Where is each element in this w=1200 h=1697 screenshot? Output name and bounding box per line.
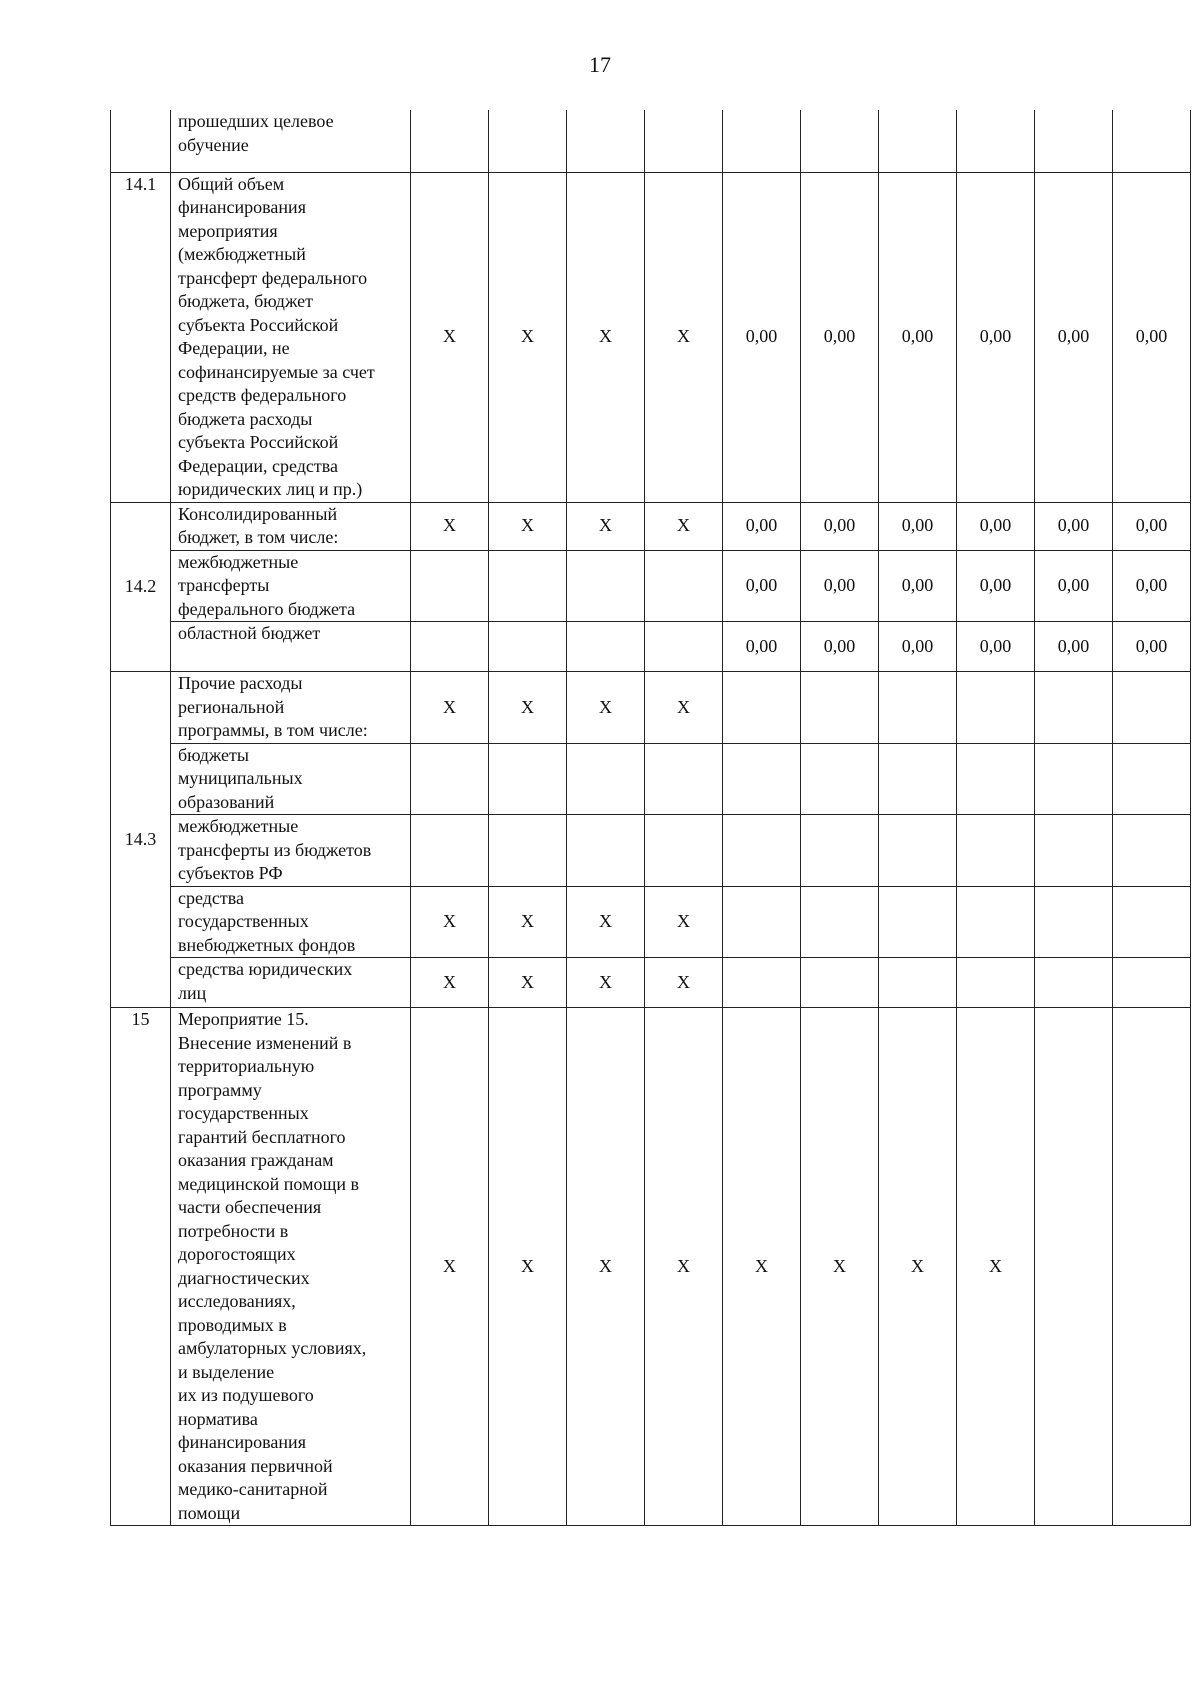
description-line: бюджета, бюджет	[178, 291, 314, 311]
value-cell: 0,00	[1035, 502, 1113, 550]
description-line: медико-санитарной	[178, 1479, 328, 1499]
value-cell: Х	[411, 172, 489, 502]
value-cell: Х	[567, 1008, 645, 1526]
value-cell	[1035, 886, 1113, 958]
value-cell	[1035, 743, 1113, 815]
page-number: 17	[589, 52, 611, 77]
value-cell	[801, 815, 879, 887]
value-cell	[1113, 672, 1191, 744]
description-line: муниципальных	[178, 768, 303, 788]
value-cell	[957, 815, 1035, 887]
value-cell: Х	[957, 1008, 1035, 1526]
description-line: и выделение	[178, 1361, 275, 1382]
table-row	[111, 172, 1191, 502]
value-cell	[567, 110, 645, 172]
value-cell: Х	[567, 886, 645, 958]
description-line: прошедших целевое	[178, 111, 334, 131]
value-cell: Х	[645, 1008, 723, 1526]
description-line: мероприятия	[178, 220, 278, 241]
value-cell	[1113, 743, 1191, 815]
description-line: помощи	[178, 1502, 241, 1523]
value-cell	[1035, 1008, 1113, 1526]
value-cell: Х	[645, 172, 723, 502]
value-cell	[567, 743, 645, 815]
value-cell	[567, 550, 645, 622]
description-line: исследованиях,	[178, 1291, 296, 1311]
value-cell	[489, 815, 567, 887]
value-cell	[411, 815, 489, 887]
value-cell: Х	[411, 502, 489, 550]
description-line: субъекта Российской	[178, 432, 339, 452]
description-line: трансферты	[178, 575, 270, 595]
value-cell	[645, 110, 723, 172]
value-cell: 0,00	[879, 172, 957, 502]
table-row	[111, 622, 1191, 672]
value-cell: Х	[489, 1008, 567, 1526]
description-line: их из подушевого	[178, 1385, 314, 1405]
row-description	[171, 886, 411, 958]
value-cell: Х	[567, 172, 645, 502]
description-line: Консолидированный	[178, 503, 338, 524]
description-line: бюджет, в том числе:	[178, 527, 339, 547]
description-line: субъектов РФ	[178, 863, 283, 883]
table-row	[111, 1008, 1191, 1526]
value-cell	[957, 672, 1035, 744]
value-cell	[879, 110, 957, 172]
table-row	[111, 550, 1191, 622]
row-description	[171, 622, 411, 672]
row-description	[171, 550, 411, 622]
description-line: гарантий бесплатного	[178, 1126, 346, 1147]
table-row	[111, 502, 1191, 550]
value-cell: Х	[801, 1008, 879, 1526]
value-cell	[1113, 815, 1191, 887]
description-line: лиц	[178, 982, 207, 1003]
value-cell: 0,00	[723, 550, 801, 622]
description-line: проводимых в	[178, 1314, 287, 1335]
value-cell	[723, 743, 801, 815]
value-cell	[1035, 672, 1113, 744]
value-cell	[489, 110, 567, 172]
description-line: диагностических	[178, 1267, 310, 1288]
value-cell	[645, 550, 723, 622]
value-cell	[879, 958, 957, 1008]
value-cell: 0,00	[1035, 172, 1113, 502]
description-line: Федерации, не	[178, 338, 290, 358]
value-cell	[1035, 815, 1113, 887]
value-cell	[489, 550, 567, 622]
value-cell	[645, 622, 723, 672]
value-cell: 0,00	[723, 622, 801, 672]
description-line: юридических лиц и пр.)	[178, 479, 363, 499]
value-cell: Х	[411, 958, 489, 1008]
value-cell	[723, 886, 801, 958]
description-line: обучение	[178, 134, 249, 155]
value-cell	[957, 110, 1035, 172]
description-line: Мероприятие 15.	[178, 1009, 309, 1029]
table-row	[111, 743, 1191, 815]
value-cell: Х	[645, 502, 723, 550]
description-line: межбюджетные	[178, 551, 299, 572]
value-cell	[957, 743, 1035, 815]
value-cell	[801, 743, 879, 815]
value-cell	[489, 743, 567, 815]
value-cell: 0,00	[1113, 502, 1191, 550]
description-line: (межбюджетный	[178, 244, 306, 264]
description-line: средств федерального	[178, 385, 347, 405]
value-cell	[1035, 958, 1113, 1008]
row-description	[171, 172, 411, 502]
row-number: 14.1	[111, 172, 171, 502]
table-row	[111, 815, 1191, 887]
description-line: региональной	[178, 696, 285, 717]
value-cell: 0,00	[801, 550, 879, 622]
value-cell	[645, 815, 723, 887]
description-line: областной бюджет	[178, 623, 321, 643]
value-cell: Х	[567, 502, 645, 550]
value-cell	[957, 958, 1035, 1008]
row-number	[111, 110, 171, 172]
value-cell: 0,00	[801, 622, 879, 672]
row-description	[171, 672, 411, 744]
value-cell: Х	[567, 958, 645, 1008]
value-cell	[801, 672, 879, 744]
value-cell: 0,00	[957, 502, 1035, 550]
description-line: амбулаторных условиях,	[178, 1338, 367, 1358]
row-description	[171, 1008, 411, 1526]
description-line: трансферт федерального	[178, 267, 368, 288]
value-cell: Х	[489, 886, 567, 958]
value-cell	[1113, 958, 1191, 1008]
description-line: образований	[178, 791, 275, 812]
description-line: средства	[178, 887, 245, 908]
value-cell: Х	[489, 502, 567, 550]
value-cell	[801, 110, 879, 172]
value-cell: 0,00	[879, 550, 957, 622]
value-cell	[411, 743, 489, 815]
value-cell	[879, 672, 957, 744]
description-line: федерального бюджета	[178, 598, 356, 619]
value-cell	[1113, 1008, 1191, 1526]
value-cell: Х	[411, 886, 489, 958]
value-cell: 0,00	[957, 172, 1035, 502]
value-cell: Х	[411, 672, 489, 744]
value-cell: 0,00	[1035, 550, 1113, 622]
value-cell	[723, 815, 801, 887]
description-line: софинансируемые за счет	[178, 361, 375, 382]
value-cell	[723, 672, 801, 744]
description-line: субъекта Российской	[178, 314, 339, 335]
value-cell: 0,00	[957, 622, 1035, 672]
value-cell	[723, 958, 801, 1008]
description-line: Общий объем	[178, 173, 285, 194]
value-cell	[957, 886, 1035, 958]
value-cell	[411, 550, 489, 622]
description-line: государственных	[178, 911, 309, 931]
value-cell	[801, 958, 879, 1008]
row-number: 14.2	[111, 502, 171, 672]
description-line: средства юридических	[178, 959, 353, 979]
value-cell: Х	[567, 672, 645, 744]
row-description	[171, 110, 411, 172]
value-cell	[411, 110, 489, 172]
value-cell: 0,00	[801, 172, 879, 502]
value-cell: Х	[411, 1008, 489, 1526]
table-row	[111, 886, 1191, 958]
description-line: оказания гражданам	[178, 1150, 334, 1170]
value-cell: Х	[489, 672, 567, 744]
value-cell	[489, 622, 567, 672]
description-line: Федерации, средства	[178, 455, 339, 476]
value-cell: 0,00	[1113, 172, 1191, 502]
value-cell	[879, 743, 957, 815]
table-row	[111, 672, 1191, 744]
row-number: 15	[111, 1008, 171, 1526]
description-line: бюджеты	[178, 744, 249, 765]
value-cell	[1113, 110, 1191, 172]
value-cell	[723, 110, 801, 172]
description-line: норматива	[178, 1408, 258, 1429]
value-cell	[567, 622, 645, 672]
description-line: программы, в том числе:	[178, 720, 368, 740]
value-cell: 0,00	[1113, 622, 1191, 672]
value-cell: Х	[879, 1008, 957, 1526]
value-cell	[1113, 886, 1191, 958]
value-cell: Х	[645, 672, 723, 744]
description-line: Внесение изменений в	[178, 1032, 352, 1053]
description-line: территориальную	[178, 1056, 315, 1076]
value-cell: Х	[489, 958, 567, 1008]
value-cell: 0,00	[1113, 550, 1191, 622]
description-line: Прочие расходы	[178, 673, 303, 693]
description-line: финансирования	[178, 1432, 306, 1452]
description-line: межбюджетные	[178, 816, 299, 836]
value-cell: Х	[723, 1008, 801, 1526]
row-description	[171, 743, 411, 815]
description-line: дорогостоящих	[178, 1244, 296, 1264]
value-cell: 0,00	[879, 502, 957, 550]
description-line: потребности в	[178, 1220, 289, 1241]
description-line: внебюджетных фондов	[178, 934, 356, 955]
row-description	[171, 502, 411, 550]
value-cell: Х	[645, 886, 723, 958]
financing-table	[110, 110, 1191, 1526]
table-row	[111, 958, 1191, 1008]
description-line: бюджета расходы	[178, 408, 313, 429]
value-cell: Х	[645, 958, 723, 1008]
value-cell: 0,00	[801, 502, 879, 550]
row-description	[171, 958, 411, 1008]
value-cell: 0,00	[957, 550, 1035, 622]
value-cell: 0,00	[879, 622, 957, 672]
value-cell: Х	[489, 172, 567, 502]
value-cell: 0,00	[723, 172, 801, 502]
value-cell	[801, 886, 879, 958]
value-cell: 0,00	[723, 502, 801, 550]
table-row	[111, 110, 1191, 172]
description-line: программу	[178, 1079, 262, 1100]
row-number: 14.3	[111, 672, 171, 1008]
description-line: оказания первичной	[178, 1455, 333, 1476]
description-line: медицинской помощи в	[178, 1173, 359, 1194]
value-cell	[879, 815, 957, 887]
value-cell: 0,00	[1035, 622, 1113, 672]
description-line: трансферты из бюджетов	[178, 839, 372, 860]
description-line: государственных	[178, 1103, 309, 1123]
value-cell	[1035, 110, 1113, 172]
description-line: части обеспечения	[178, 1197, 322, 1217]
value-cell	[645, 743, 723, 815]
value-cell	[567, 815, 645, 887]
value-cell	[411, 622, 489, 672]
value-cell	[879, 886, 957, 958]
row-description	[171, 815, 411, 887]
description-line: финансирования	[178, 197, 306, 217]
